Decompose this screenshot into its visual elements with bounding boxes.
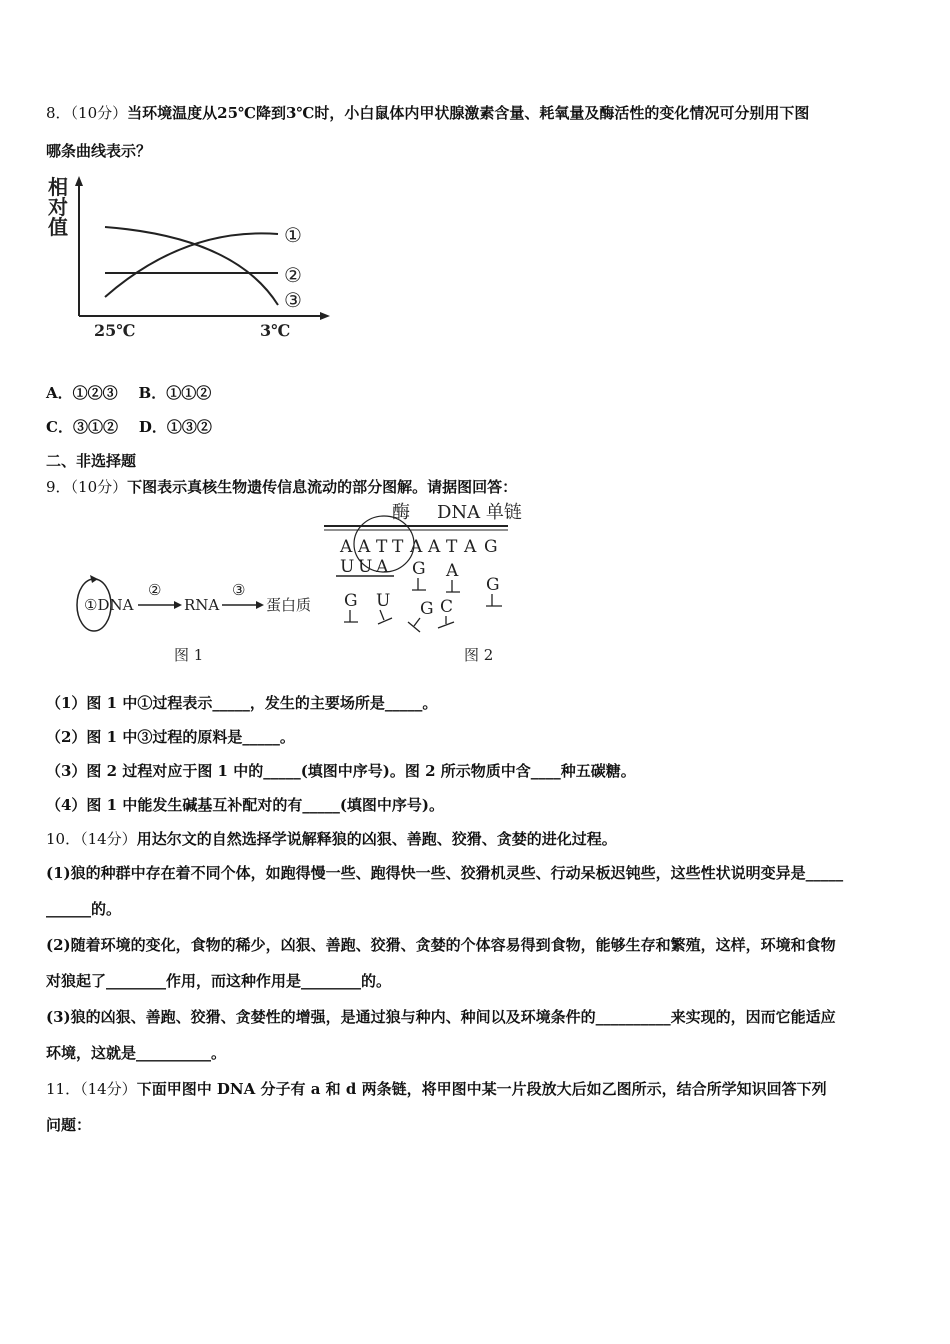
q9-fig2-free-base: A bbox=[446, 561, 459, 581]
q9-fig1-arrowhead-1 bbox=[174, 601, 182, 609]
section-2-heading: 二、非选择题 bbox=[46, 452, 137, 470]
q9-fig2-template-base: G bbox=[484, 537, 498, 557]
q8-curve-falling bbox=[105, 227, 278, 305]
q8-options-row-1 bbox=[46, 382, 211, 403]
q9-fig2-paired-base: A bbox=[376, 557, 389, 577]
q9-fig2-enzyme: 酶 bbox=[392, 502, 410, 523]
q10-text: 用达尔文的自然选择学说解释狼的凶狠、善跑、狡猾、贪婪的进化过程。 bbox=[136, 830, 617, 848]
q9-fig2-free-base: G bbox=[344, 591, 358, 611]
q9-fig2-caption: 图 2 bbox=[464, 646, 494, 664]
q9-figure-1 bbox=[72, 565, 332, 670]
q9-fig2-template-base: A bbox=[358, 537, 371, 557]
q8-x-axis-arrow bbox=[320, 312, 330, 320]
q9-sub-4: （4）图 1 中能发生碱基互补配对的有_____(填图中序号)。 bbox=[46, 796, 445, 814]
q11-stem-1 bbox=[46, 1078, 827, 1099]
q9-fig2-free-stick bbox=[446, 580, 460, 592]
q8-option-a: A．①②③ bbox=[46, 384, 118, 402]
q10-part-3a: (3)狼的凶狠、善跑、狡猾、贪婪性的增强，是通过狼与种内、种间以及环境条件的__________来实现的，因而它能适应 bbox=[46, 1008, 836, 1026]
q10-part-2b: 对狼起了________作用，而这种作用是________的。 bbox=[46, 972, 392, 990]
q11-stem-2: 问题： bbox=[46, 1116, 92, 1134]
q8-graph bbox=[40, 172, 340, 347]
q8-option-b: B．①①② bbox=[138, 384, 212, 402]
q8-curve-label-1: ① bbox=[284, 223, 302, 247]
q8-curve-label-2: ② bbox=[284, 263, 302, 287]
q9-fig1-protein: 蛋白质 bbox=[266, 596, 312, 614]
q9-fig2-template-base: A bbox=[410, 537, 423, 557]
q9-fig2-free-base: G bbox=[486, 575, 500, 595]
q9-fig2-free-stick bbox=[408, 618, 420, 632]
q9-sub-2: （2）图 1 中③过程的原料是_____。 bbox=[46, 728, 295, 746]
q9-fig1-rna: RNA bbox=[184, 596, 220, 614]
q9-fig1-dna: ①DNA bbox=[84, 596, 134, 614]
q9-fig2-free-base: G bbox=[420, 599, 434, 619]
q9-fig2-paired-strand bbox=[340, 557, 389, 577]
q9-fig2-template-base: T bbox=[446, 537, 458, 557]
q9-fig2-template-base: A bbox=[428, 537, 441, 557]
q9-fig2-paired-base: U bbox=[358, 557, 373, 577]
q11-number: 11．（14分） bbox=[46, 1080, 137, 1098]
q10-part-1b: ______的。 bbox=[46, 900, 122, 918]
q9-sub-3: （3）图 2 过程对应于图 1 中的_____(填图中序号)。图 2 所示物质中含____种五碳糖。 bbox=[46, 762, 636, 780]
q10-number: 10．（14分） bbox=[46, 830, 137, 848]
q9-fig2-template-base: A bbox=[464, 537, 477, 557]
q9-fig2-strand: DNA 单链 bbox=[437, 502, 522, 523]
q8-options-row-2 bbox=[46, 416, 212, 437]
q9-number: 9．（10分） bbox=[46, 478, 128, 496]
q8-line-2 bbox=[46, 140, 151, 161]
q8-option-d: D．①③② bbox=[138, 418, 212, 436]
q8-text-2: 哪条曲线表示？ bbox=[46, 142, 152, 160]
q8-option-c: C．③①② bbox=[46, 418, 118, 436]
q9-fig2-free-stick bbox=[378, 610, 392, 624]
q9-figure-2 bbox=[322, 500, 532, 670]
q9-fig1-step2: ② bbox=[148, 581, 162, 599]
q9-fig2-template-strand bbox=[339, 537, 498, 557]
q10-part-2a: (2)随着环境的变化，食物的稀少，凶狠、善跑、狡猾、贪婪的个体容易得到食物，能够生存和繁殖，这样，环境和食物 bbox=[46, 936, 836, 954]
q8-y-label-2: 对 bbox=[48, 195, 68, 219]
q8-y-label-3: 值 bbox=[48, 215, 68, 239]
q11-text-1: 下面甲图中 DNA 分子有 a 和 d 两条链，将甲图中某一片段放大后如乙图所示，结合所学知识回答下列 bbox=[136, 1080, 827, 1098]
q8-line-1 bbox=[46, 102, 809, 123]
q9-replication-arrow bbox=[90, 575, 98, 583]
q9-fig2-free-stick bbox=[438, 616, 454, 628]
q9-fig2-free-stick bbox=[486, 594, 502, 606]
q9-fig2-template-base: T bbox=[376, 537, 388, 557]
q10-part-1a: (1)狼的种群中存在着不同个体，如跑得慢一些、跑得快一些、狡猾机灵些、行动呆板迟钝些，这些性状说明变异是_____ bbox=[46, 864, 844, 882]
q9-stem bbox=[46, 476, 517, 497]
q9-fig2-free-stick bbox=[412, 578, 426, 590]
q9-fig2-paired-base: U bbox=[340, 557, 355, 577]
q8-x-end-label: 3℃ bbox=[260, 321, 291, 340]
q8-curve-label-3: ③ bbox=[284, 288, 302, 312]
q9-text: 下图表示真核生物遗传信息流动的部分图解。请据图回答： bbox=[127, 478, 518, 496]
q9-fig2-free-base: U bbox=[376, 591, 391, 611]
q9-fig2-free-base: C bbox=[440, 597, 454, 617]
q9-sub-1: （1）图 1 中①过程表示_____，发生的主要场所是_____。 bbox=[46, 694, 438, 712]
q10-stem bbox=[46, 828, 617, 849]
q8-x-start-label: 25℃ bbox=[94, 321, 136, 340]
q8-y-label-1: 相 bbox=[48, 175, 68, 199]
q9-fig2-free-stick bbox=[344, 610, 358, 622]
q9-fig2-free-base: G bbox=[412, 559, 426, 579]
q8-number: 8．（10分） bbox=[46, 104, 128, 122]
q9-fig1-caption: 图 1 bbox=[174, 646, 204, 664]
q9-fig1-step3: ③ bbox=[232, 581, 246, 599]
q9-fig2-template-base: A bbox=[340, 537, 353, 557]
q9-fig1-arrowhead-2 bbox=[256, 601, 264, 609]
q8-y-axis-arrow bbox=[75, 176, 83, 186]
q10-part-3b: 环境，这就是__________。 bbox=[46, 1044, 227, 1062]
q8-text-1: 当环境温度从25℃降到3℃时，小白鼠体内甲状腺激素含量、耗氧量及酶活性的变化情况可分别用下图 bbox=[127, 104, 810, 122]
q9-fig2-template-base: T bbox=[392, 537, 404, 557]
